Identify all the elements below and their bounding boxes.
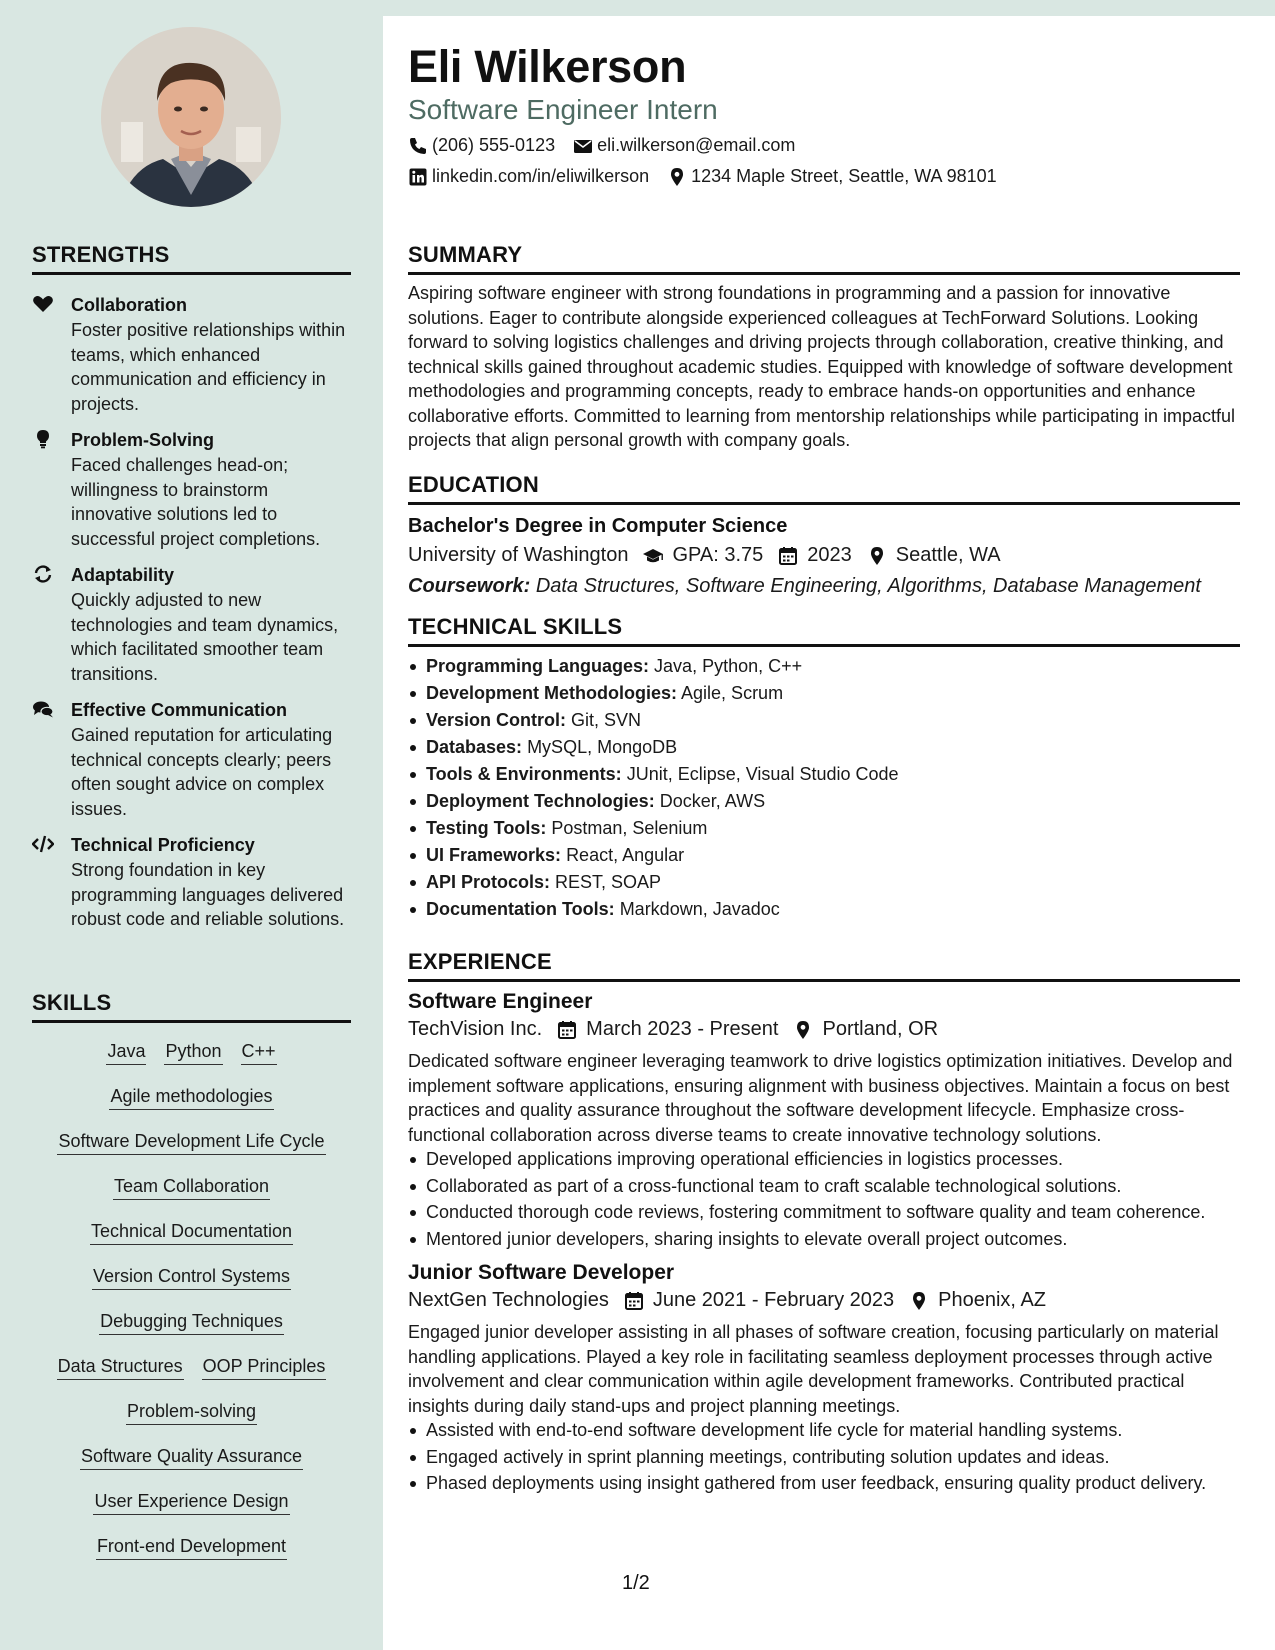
map-marker-icon (908, 1291, 930, 1311)
skill-tag: Debugging Techniques (99, 1309, 284, 1335)
summary-title: SUMMARY (408, 242, 1240, 275)
graduation-year: 2023 (807, 544, 852, 566)
skill-tag: Front-end Development (96, 1534, 287, 1560)
location-item (866, 544, 1001, 567)
list-item: Collaborated as part of a cross-functional team to craft scalable technological solutions. (408, 1174, 1240, 1199)
education-meta (408, 544, 1240, 567)
skill-tag: Data Structures (57, 1354, 184, 1380)
heart-icon (32, 294, 54, 314)
job-summary: Dedicated software engineer leveraging teamwork to drive logistics optimization initiatives. Develop and implement software applications, ensuring alignment with business objectives. Maintain a focus on best practices and quality assurance throughout the software development lifecycle. Emphasize cross-functional collaboration across diverse teams to create innovative technology solutions. (408, 1051, 1233, 1145)
job-location: Phoenix, AZ (938, 1289, 1046, 1311)
page-number: 1/2 (622, 1572, 650, 1594)
strength-description: Quickly adjusted to new technologies and team dynamics, which facilitated smoother team transitions. (71, 590, 339, 684)
experience-title: EXPERIENCE (408, 949, 1240, 982)
year-item (777, 544, 852, 567)
skill-key: Programming Languages: (426, 656, 650, 676)
company-name: TechVision Inc. (408, 1018, 543, 1040)
list-item (408, 761, 1240, 788)
skill-row (32, 1264, 351, 1309)
skill-tag: Python (164, 1039, 222, 1065)
skill-tag: User Experience Design (93, 1489, 289, 1515)
job-meta (408, 1018, 1240, 1041)
list-item: Assisted with end-to-end software development life cycle for material handling systems. (408, 1418, 1240, 1443)
company-name: NextGen Technologies (408, 1289, 609, 1311)
coursework-list: Data Structures, Software Engineering, Algorithms, Database Management (535, 575, 1201, 597)
list-item (408, 815, 1240, 842)
strength-title: Adaptability (71, 565, 175, 585)
coursework-label: Coursework: (408, 575, 531, 597)
job-dates: March 2023 - Present (586, 1018, 779, 1040)
list-item: Phased deployments using insight gathered from user feedback, ensuring quality product delivery. (408, 1471, 1240, 1496)
strength-description: Strong foundation in key programming languages delivered robust code and reliable solutions. (71, 860, 345, 929)
list-item (408, 734, 1240, 761)
summary-section (408, 242, 1240, 453)
email-address[interactable]: eli.wilkerson@email.com (597, 135, 796, 155)
company-item (408, 1018, 542, 1041)
skill-value: React, Angular (566, 845, 685, 865)
skill-value: REST, SOAP (555, 872, 662, 892)
strength-item (32, 563, 351, 686)
graduation-cap-icon (642, 546, 664, 566)
degree-title: Bachelor's Degree in Computer Science (408, 515, 788, 537)
skill-row (32, 1039, 351, 1084)
job-bullets (408, 1418, 1240, 1496)
map-marker-icon (667, 167, 687, 187)
skill-value: Git, SVN (571, 710, 642, 730)
skill-row (32, 1174, 351, 1219)
skill-value: Docker, AWS (659, 791, 766, 811)
skill-key: Version Control: (426, 710, 567, 730)
job-title: Junior Software Developer (408, 1261, 675, 1284)
phone-icon (408, 136, 428, 156)
list-item: Conducted thorough code reviews, fostering commitment to software quality and team coherence. (408, 1200, 1240, 1225)
contact-row (408, 166, 1015, 187)
skills-list (32, 1039, 351, 1579)
skill-tag: Team Collaboration (113, 1174, 270, 1200)
job-entry (408, 990, 1240, 1251)
skill-tag: Technical Documentation (90, 1219, 293, 1245)
job-dates: June 2021 - February 2023 (652, 1289, 895, 1311)
skill-row (32, 1534, 351, 1579)
skill-tag: Agile methodologies (109, 1084, 273, 1110)
list-item: Developed applications improving operational efficiencies in logistics processes. (408, 1147, 1240, 1172)
company-item (408, 1289, 609, 1312)
job-meta (408, 1289, 1240, 1312)
dates-item (623, 1289, 894, 1312)
list-item: Mentored junior developers, sharing insights to elevate overall project outcomes. (408, 1227, 1240, 1252)
skill-tag: Software Development Life Cycle (57, 1129, 325, 1155)
strength-title: Collaboration (71, 295, 187, 315)
skill-row (32, 1399, 351, 1444)
strength-item (32, 698, 351, 821)
address-item (667, 166, 997, 187)
job-location-item (792, 1018, 938, 1041)
list-item (408, 653, 1240, 680)
technical-skills-title: TECHNICAL SKILLS (408, 614, 1240, 647)
school-item (408, 544, 628, 567)
phone-item (408, 135, 555, 156)
calendar-icon (777, 546, 799, 566)
skill-key: Development Methodologies: (426, 683, 678, 703)
skill-row (32, 1309, 351, 1354)
skill-row (32, 1129, 351, 1174)
lightbulb-icon (32, 429, 54, 449)
person-name: Eli Wilkerson (408, 41, 687, 92)
skill-key: Databases: (426, 737, 523, 757)
skills-section (32, 990, 351, 1579)
calendar-icon (623, 1291, 645, 1311)
list-item (408, 896, 1240, 923)
technical-skills-section (408, 614, 1240, 923)
skill-tag: Software Quality Assurance (80, 1444, 303, 1470)
skill-tag: Version Control Systems (92, 1264, 291, 1290)
skill-row (32, 1489, 351, 1534)
strength-item (32, 428, 351, 551)
list-item: Engaged actively in sprint planning meetings, contributing solution updates and ideas. (408, 1445, 1240, 1470)
job-title: Software Engineer (408, 990, 593, 1013)
calendar-icon (556, 1020, 578, 1040)
strengths-title: STRENGTHS (32, 242, 351, 275)
job-summary: Engaged junior developer assisting in all phases of software creation, focusing particularly on material handling applications. Played a key role in facilitating seamless deployment processes through active involvement and clear communication within agile development frameworks. Contributed practical insights during daily stand-ups and project planning meetings. (408, 1322, 1219, 1416)
list-item (408, 869, 1240, 896)
phone-number: (206) 555-0123 (432, 135, 556, 155)
list-item (408, 842, 1240, 869)
list-item (408, 680, 1240, 707)
coursework-line (408, 575, 1240, 598)
skill-key: Documentation Tools: (426, 899, 615, 919)
strengths-section (32, 242, 351, 932)
skill-key: Testing Tools: (426, 818, 547, 838)
linkedin-item[interactable] (408, 166, 649, 187)
skill-key: Deployment Technologies: (426, 791, 655, 811)
code-icon (32, 834, 54, 854)
education-title: EDUCATION (408, 472, 1240, 505)
education-location: Seattle, WA (895, 544, 1001, 566)
skill-row (32, 1444, 351, 1489)
education-section (408, 472, 1240, 598)
list-item (408, 707, 1240, 734)
map-marker-icon (792, 1020, 814, 1040)
skill-tag: OOP Principles (202, 1354, 327, 1380)
skill-key: API Protocols: (426, 872, 551, 892)
school-name: University of Washington (408, 544, 629, 566)
job-location: Portland, OR (822, 1018, 939, 1040)
avatar (101, 27, 281, 207)
skill-tag: Problem-solving (126, 1399, 257, 1425)
skills-title: SKILLS (32, 990, 351, 1023)
strength-item (32, 293, 351, 416)
dates-item (556, 1018, 778, 1041)
skill-value: Agile, Scrum (681, 683, 784, 703)
address-text: 1234 Maple Street, Seattle, WA 98101 (691, 166, 997, 186)
strength-description: Gained reputation for articulating technical concepts clearly; peers often sought advice on complex issues. (71, 725, 333, 819)
technical-skills-list (408, 653, 1240, 923)
comments-icon (32, 699, 54, 719)
skill-key: UI Frameworks: (426, 845, 562, 865)
strength-item (32, 833, 351, 932)
skill-tag: Java (106, 1039, 146, 1065)
job-location-item (908, 1289, 1046, 1312)
skill-value: Java, Python, C++ (654, 656, 803, 676)
skill-row (32, 1354, 351, 1399)
job-entry (408, 1261, 1240, 1496)
experience-section (408, 949, 1240, 1498)
list-item (408, 788, 1240, 815)
skill-tag: C++ (241, 1039, 277, 1065)
skill-row (32, 1219, 351, 1264)
gpa-value: GPA: 3.75 (672, 544, 764, 566)
strength-title: Effective Communication (71, 700, 288, 720)
gpa-item (642, 544, 763, 567)
skill-key: Tools & Environments: (426, 764, 622, 784)
strength-title: Problem-Solving (71, 430, 215, 450)
person-role: Software Engineer Intern (408, 94, 718, 125)
skill-value: MySQL, MongoDB (527, 737, 678, 757)
email-item[interactable] (573, 135, 795, 156)
strength-title: Technical Proficiency (71, 835, 255, 855)
skill-value: JUnit, Eclipse, Visual Studio Code (626, 764, 899, 784)
strength-description: Faced challenges head-on; willingness to brainstorm innovative solutions led to successful project completions. (71, 455, 321, 549)
envelope-icon (573, 136, 593, 156)
map-marker-icon (866, 546, 888, 566)
sync-icon (32, 564, 54, 584)
summary-text: Aspiring software engineer with strong foundations in programming and a passion for innovative solutions. Eager to contribute alongside experienced colleagues at TechForward Solutions. Looking forward to solving logistics challenges and driving projects through collaboration, creative thinking, and technical skills gained throughout academic studies. Equipped with knowledge of software development methodologies and programming concepts, ready to embrace hands-on opportunities and enhance collaborative efforts. Committed to learning from mentorship relationships while participating in impactful projects that align personal growth with company goals. (408, 283, 1236, 450)
linkedin-icon (408, 167, 428, 187)
strength-description: Foster positive relationships within teams, which enhanced communication and efficiency in projects. (71, 320, 346, 414)
job-bullets (408, 1147, 1240, 1251)
linkedin-url[interactable]: linkedin.com/in/eliwilkerson (432, 166, 650, 186)
top-accent-strip (383, 0, 1275, 16)
contact-row (408, 135, 813, 156)
skill-row (32, 1084, 351, 1129)
skill-value: Markdown, Javadoc (619, 899, 780, 919)
skill-value: Postman, Selenium (551, 818, 708, 838)
